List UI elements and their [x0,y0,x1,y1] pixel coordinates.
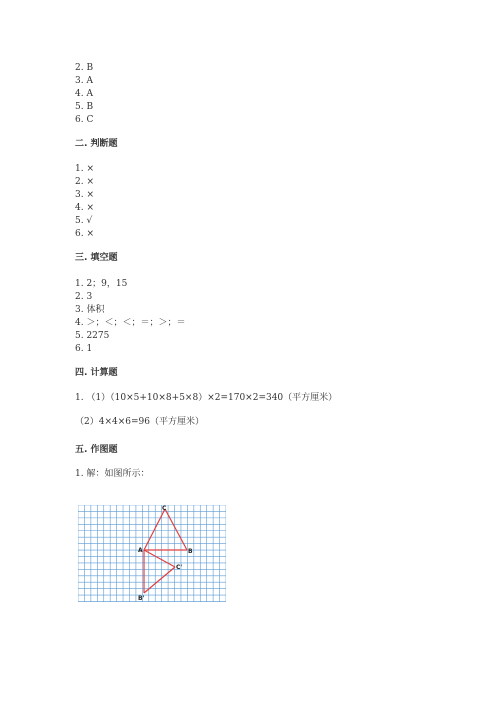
answer-line: 1. 解：如图所示： [75,469,150,479]
answer-line: 3. 体积 [75,305,105,315]
answer-line: 6. C [75,115,94,125]
shape-lines [144,509,187,593]
grid-diagram [78,505,226,602]
answer-line: 4. ＞；＜；＜；＝；＞；＝ [75,318,186,328]
label-b: B [188,548,193,555]
answer-line: 1. 2；9，15 [75,279,128,289]
answer-line: 2. × [75,177,94,187]
label-c-prime: C' [176,564,183,571]
answer-line: 5. √ [75,216,93,226]
section-heading: 三. 填空题 [75,253,118,263]
label-c: C [162,505,167,512]
label-a: A [138,547,143,554]
answer-line: 1. × [75,164,94,174]
answer-line: 2. B [75,63,94,73]
answer-line: 6. × [75,229,94,239]
geometry-figure [78,505,226,602]
answer-line: 1. （1）（10×5+10×8+5×8）×2=170×2=340（平方厘米） [75,393,338,403]
answer-line: 2. 3 [75,292,93,302]
section-heading: 五. 作图题 [75,445,118,455]
answer-line: 3. A [75,76,93,86]
section-heading: 四. 计算题 [75,368,118,378]
answer-line: 4. A [75,89,93,99]
grid-lines [78,505,226,602]
answer-line: 5. B [75,102,94,112]
label-b-prime: B' [138,595,145,602]
answer-line: 5. 2275 [75,331,110,341]
answer-line: （2）4×4×6=96（平方厘米） [75,417,204,427]
answer-line: 4. × [75,203,94,213]
answer-line: 3. × [75,190,94,200]
section-heading: 二. 判断题 [75,139,118,149]
answer-line: 6. 1 [75,344,93,354]
